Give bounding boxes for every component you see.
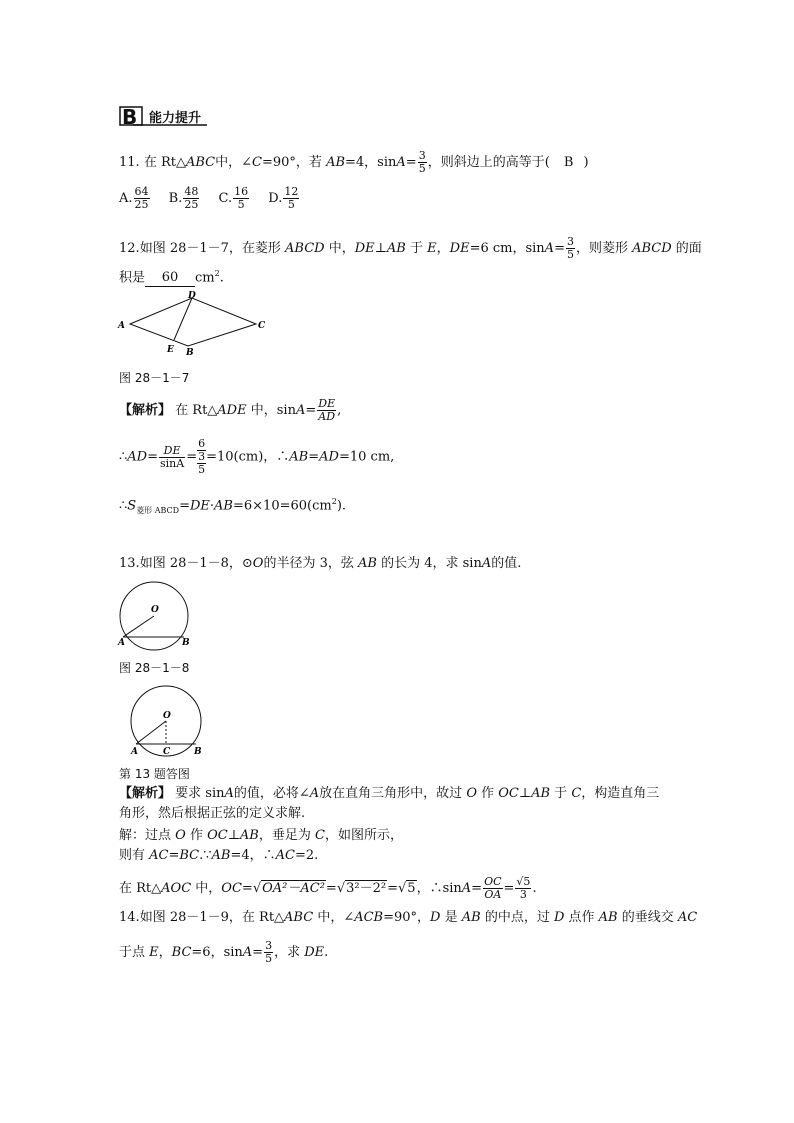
q13-solution-line3: 在 Rt△AOC 中，OC=√OA²－AC²=√3²－2²=√5，∴sinA= $\frac{OC}{OA}$ = $\frac{√5}{3}$ . [119,875,537,901]
q12-analysis-line3: $\therefore S_{菱形 ABCD}=DE\cdot AB=6\times 10=60(cm^2)$. [119,497,347,515]
q11-option-d: D. $\frac{12}{5}$ [268,185,299,211]
q13-answer-figure-caption: 第 13 题答图 [119,767,190,781]
svg-text:A: A [118,638,125,648]
svg-text:A: A [131,747,138,757]
compound-fraction: $\frac{6}{\frac{3}{5}}$ [198,437,206,476]
q13-stem: 13.如图 28－1－8，⊙O的半径为 3，弦 AB 的长为 4，求 sinA的值. [119,556,522,571]
q12-stem-line2: 积是 60 $cm^2$. [119,269,224,286]
q12-analysis-line2: ∴AD= $\frac{DE}{\sin A}$ = $\frac{6}{\frac{3}{5}}$ =10(cm)，∴AB=AD=10 cm, [119,437,395,476]
q13-analysis-line1: 【解析】 要求 sinA的值，必将∠A放在直角三角形中，故过 O 作 OC⊥AB 于 C，构造直角三 [119,786,660,801]
q13-figure-caption: 图 28－1－8 [119,661,190,675]
q13-solution-line1: 解：过点 O 作 OC⊥AB，垂足为 C，如图所示， [119,828,403,843]
q14-stem-line1: 14.如图 28－1－9，在 Rt△ABC 中，∠ACB=90°，D 是 AB 的中点，过 D 点作 AB 的垂线交 AC [119,910,698,925]
q11-options [119,186,300,211]
q13-analysis-tag: 【解析】 [119,786,172,801]
svg-text:B: B [182,638,190,648]
q11-sin-fraction: $\frac{3}{5}$ [418,149,426,175]
circle-answer-figure [126,684,216,766]
q11-answer: B [563,155,574,170]
q11-option-a: A. $\frac{64}{25}$ [119,185,149,211]
svg-text:E: E [167,345,174,355]
svg-text:C: C [258,321,266,331]
section-title: 能力提升 [149,111,202,126]
q12-analysis-line1: 【解析】 在 Rt△ADE 中，sinA= $\frac{DE}{AD}$ , [119,397,342,423]
svg-text:D: D [188,291,196,301]
q11-option-c: C. $\frac{16}{5}$ [218,185,249,211]
q11-option-b: B. $\frac{48}{25}$ [168,185,199,211]
section-badge-letter: B [122,105,138,128]
svg-text:C: C [163,747,171,757]
q13-solution-line2: 则有 AC=BC.∵AB=4，∴AC=2. [119,848,319,863]
q13-analysis-line2: 角形，然后根据正弦的定义求解. [119,806,306,821]
q14-stem-line2: 于点 E，BC=6，sinA= $\frac{3}{5}$ ，求 DE. [119,939,329,965]
rhombus-figure [116,290,276,360]
svg-text:O: O [163,711,171,721]
q11-stem: 11. 在 Rt△ABC中，∠C=90°，若 AB=4，sinA= $\frac{3}{5}$ ，则斜边上的高等于( B ) [119,149,589,175]
q12-stem-line1: 12.如图 28－1－7，在菱形 ABCD 中，DE⊥AB 于 E，DE=6 cm，sinA= $\frac{3}{5}$ ，则菱形 ABCD 的面 [119,235,702,261]
circle-figure-8 [116,578,196,658]
svg-text:O: O [151,605,159,615]
svg-text:A: A [118,321,125,331]
section-header [119,104,209,128]
q12-analysis-tag: 【解析】 [119,403,172,418]
svg-text:B: B [194,747,202,757]
q12-answer-blank: 60 [145,270,195,287]
svg-text:B: B [186,348,194,358]
q12-figure-caption: 图 28－1－7 [119,371,190,385]
